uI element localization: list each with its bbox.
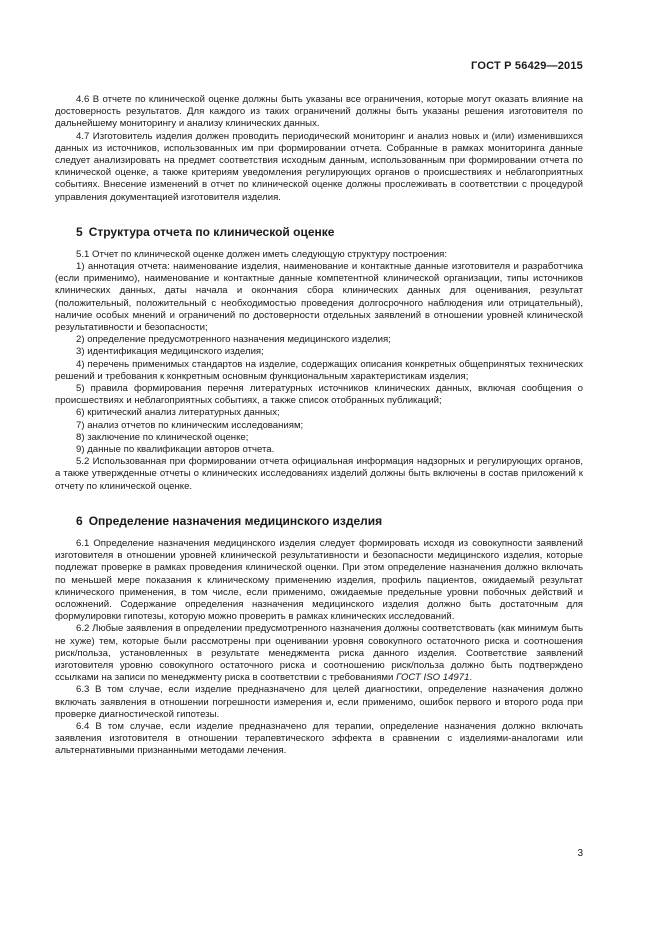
page-content — [55, 94, 583, 758]
list-item-3: 3) идентификация медицинского изделия; — [76, 346, 264, 358]
paragraph-5-2: 5.2 Использованная при формировании отчета официальная информация надзорных и регулирующих органов, а также утвержденные отчеты о клинических исследованиях изделий должны быть включены в состав приложений к отчету по клинической оценке. — [55, 456, 583, 492]
page-number: 3 — [577, 848, 583, 859]
paragraph-5-1: 5.1 Отчет по клинической оценке должен иметь следующую структуру построения: — [76, 248, 447, 260]
section-5-number: 5 — [76, 224, 83, 239]
paragraph-4-7: 4.7 Изготовитель изделия должен проводить периодический мониторинг и анализ новых и (или) изменившихся данных из источников, использованных им при формировании отчета. Собранные в рамках мониторинга данные следует анализировать на предмет соответствия исходным данным, использованным при формировании отчета по клинической оценке, а также критериям уведомления регулирующих органов о происшествиях и неблагоприятных событиях. Внесение изменений в отчет по клинической оценке должны прослеживать в соответствии с процедурой управления документацией изготовителя изделия. — [55, 130, 583, 203]
section-5-title: Структура отчета по клинической оценке — [88, 224, 335, 239]
paragraph-6-1: 6.1 Определение назначения медицинского изделия следует формировать исходя из совокупности заявлений изготовителя в отношении уровней клинической результативности и безопасности медицинского изделия, которые подлежат проверке в рамках проведения клинической оценки. При этом определение назначения должно включать по меньшей мере показания к клиническому применению изделия, профиль пациентов, ожидаемый результат клинического применения, в том числе, если применимо, ожидаемые предельные уровни побочных действий и осложнений. Содержание определения назначения медицинского изделия должно быть достаточным для формулировки гипотезы, которую можно проверить в рамках клинических исследований. — [55, 537, 583, 623]
section-6-title: Определение назначения медицинского изделия — [88, 513, 383, 528]
paragraph-6-4: 6.4 В том случае, если изделие предназначено для терапии, определение назначения должно включать заявления изготовителя в отношении терапевтического эффекта в сравнении с изделиями-аналогами или альтернативными признанными методами лечения. — [55, 720, 583, 757]
section-6-number: 6 — [76, 513, 83, 528]
paragraph-6-2-end: . — [469, 672, 473, 684]
list-item-4: 4) перечень применимых стандартов на изделие, содержащих описания конкретных общепринятых технических решений и требования к конкретным основным функциональным характеристикам изделия; — [55, 358, 583, 382]
section-6-heading — [76, 514, 583, 528]
list-item-6: 6) критический анализ литературных данных; — [76, 407, 280, 419]
section-5-heading — [76, 225, 583, 239]
paragraph-4-6: 4.6 В отчете по клинической оценке должны быть указаны все ограничения, которые могут оказать влияние на достоверность результатов. Для каждого из таких ограничений должны быть указаны решения изготовителя по дальнейшему мониторингу и анализу клинических данных. — [55, 94, 583, 130]
standard-reference: ГОСТ ISO 14971 — [396, 672, 470, 684]
standard-number-header: ГОСТ Р 56429—2015 — [471, 60, 583, 72]
paragraph-6-2-text: 6.2 Любые заявления в определении предусмотренного назначения должны соответствовать (как минимум быть не хуже) тем, которые были рассмотрены при оценивании уровня совокупного остаточного риска и соотношения риск/польза, установленных в результате менеджмента риска данного изделия. Соответствие заявлений изготовителя уровню совокупного остаточного риска и соотношению риск/польза должно быть подтверждено ссылками на записи по менеджменту риска в соответствии с требованиями — [55, 623, 583, 684]
list-item-5: 5) правила формирования перечня литературных источников клинических данных, включая сообщения о происшествиях и неблагоприятных событиях, а также список отобранных публикаций; — [55, 383, 583, 407]
paragraph-6-2 — [55, 623, 583, 684]
list-item-1: 1) аннотация отчета: наименование изделия, наименование и контактные данные изготовителя и разработчика (если применимо), наименование и контактные данные компетентной клинической организации, типы источников клинических данных, даты начала и окончания сбора клинических данных для оценивания, результат (положительный, положительный с необходимостью проведения долгосрочного наблюдения или отрицательный), наличие особых мнений и ограничений по достоверности отдельных заявлений в отношении уровней клинической результативности и безопасности; — [55, 261, 583, 334]
paragraph-6-3: 6.3 В том случае, если изделие предназначено для целей диагностики, определение назначения должно включать заявления в отношении погрешности измерения и, если применимо, ошибок первого и второго рода при проверке диагностической гипотезы. — [55, 684, 583, 720]
list-item-8: 8) заключение по клинической оценке; — [76, 431, 249, 443]
list-item-7: 7) анализ отчетов по клиническим исследованиям; — [76, 419, 304, 431]
list-item-9: 9) данные по квалификации авторов отчета. — [76, 444, 275, 456]
list-item-2: 2) определение предусмотренного назначения медицинского изделия; — [76, 334, 391, 346]
